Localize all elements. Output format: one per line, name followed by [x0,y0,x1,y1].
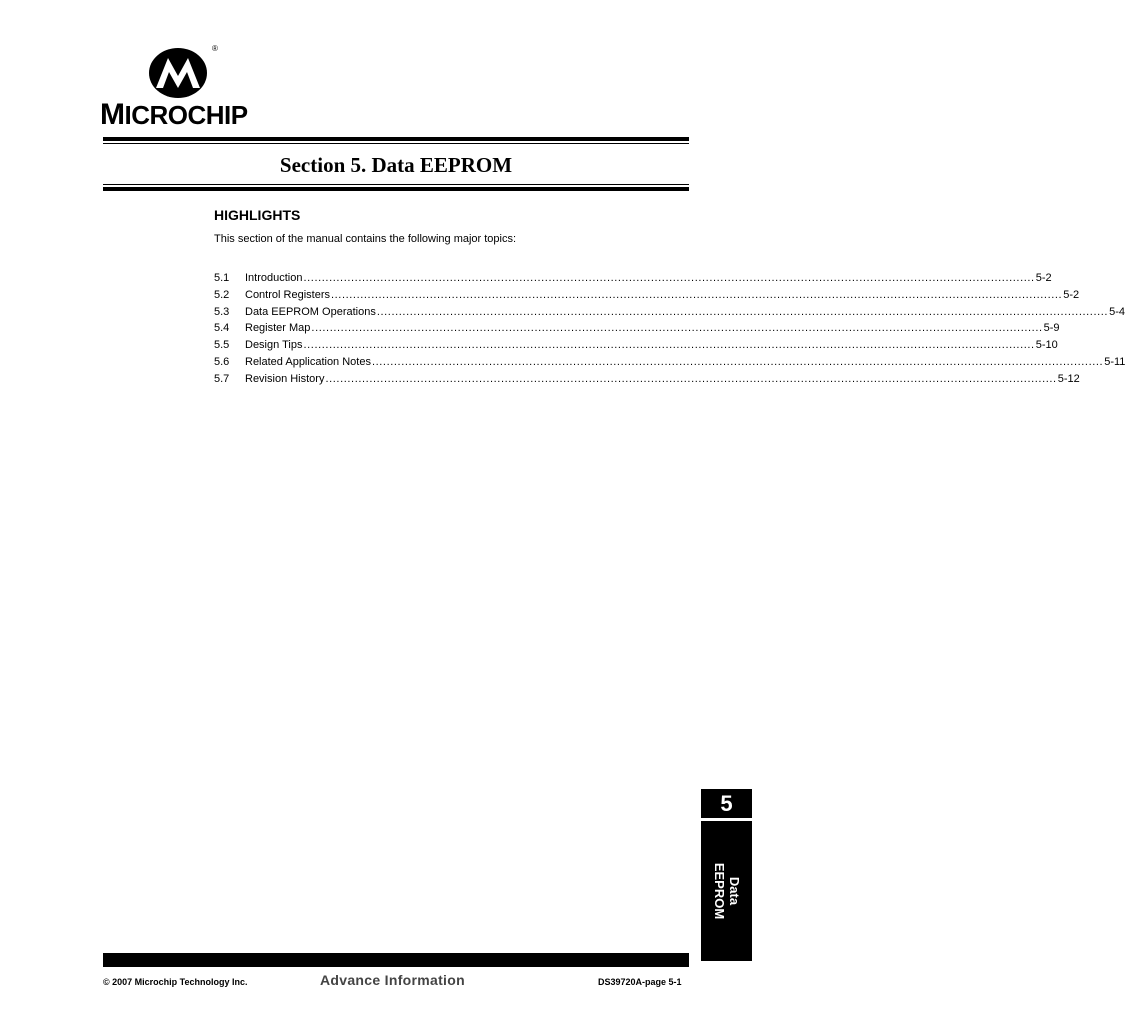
toc-entry[interactable] [214,270,1052,287]
toc-leader: ........................................................................................................................................................................................................ [376,305,1109,318]
toc-title: Introduction [245,272,303,284]
toc-page: 5-12 [1057,372,1080,385]
toc-leader: ........................................................................................................................................................................................................ [325,372,1057,385]
microchip-logo [100,44,270,136]
toc-entry[interactable] [214,371,1080,388]
toc-page: 5-2 [1063,288,1080,301]
toc-title: Related Application Notes [245,355,371,368]
footer-copyright: © 2007 Microchip Technology Inc. [103,977,248,987]
toc-number: 5.7 [214,372,230,385]
toc-page: 5-9 [1043,322,1060,335]
highlights-heading: HIGHLIGHTS [214,207,301,223]
top-rule-thick [103,137,689,141]
title-rule-thin [103,184,689,185]
toc-leader: ........................................................................................................................................................................................................ [330,288,1063,301]
footer-page-ref: DS39720A-page 5-1 [598,977,682,987]
toc-number: 5.1 [214,272,230,284]
section-tab-label: Data EEPROM [711,862,742,920]
logo-wordmark: MICROCHIP [100,98,248,131]
toc-page: 5-10 [1035,339,1058,352]
registered-mark: ® [212,44,218,53]
toc-leader: ........................................................................................................................................................................................................ [311,322,1043,335]
toc-page: 5-11 [1104,355,1125,368]
toc-number: 5.3 [214,305,230,318]
toc-leader: ........................................................................................................................................................................................................ [303,272,1035,284]
toc-page: 5-2 [1035,272,1052,284]
toc-entry[interactable] [214,354,1125,371]
toc-title: Design Tips [245,339,303,352]
toc-entry[interactable] [214,320,1060,337]
toc-number: 5.4 [214,322,230,335]
toc-entry[interactable] [214,287,1080,304]
section-tab-number: 5 [701,789,752,818]
footer-status: Advance Information [320,972,465,988]
section-tab [701,821,752,961]
toc-leader: ........................................................................................................................................................................................................ [371,355,1104,368]
toc-entry[interactable] [214,337,1058,354]
toc-title: Data EEPROM Operations [245,305,376,318]
footer-bar [103,953,689,967]
title-rule-thick [103,187,689,191]
highlights-intro: This section of the manual contains the following major topics: [214,233,517,245]
toc-title: Control Registers [245,288,330,301]
toc-number: 5.6 [214,355,230,368]
toc-number: 5.5 [214,339,230,352]
toc-number: 5.2 [214,288,230,301]
table-of-contents [214,270,1125,388]
toc-leader: ........................................................................................................................................................................................................ [303,339,1035,352]
toc-title: Revision History [245,372,325,385]
microchip-logo-icon [146,44,210,98]
section-title: Section 5. Data EEPROM [279,153,513,177]
toc-title: Register Map [245,322,311,335]
toc-entry[interactable] [214,304,1125,321]
top-rule-thin [103,143,689,144]
toc-page: 5-4 [1109,305,1125,318]
